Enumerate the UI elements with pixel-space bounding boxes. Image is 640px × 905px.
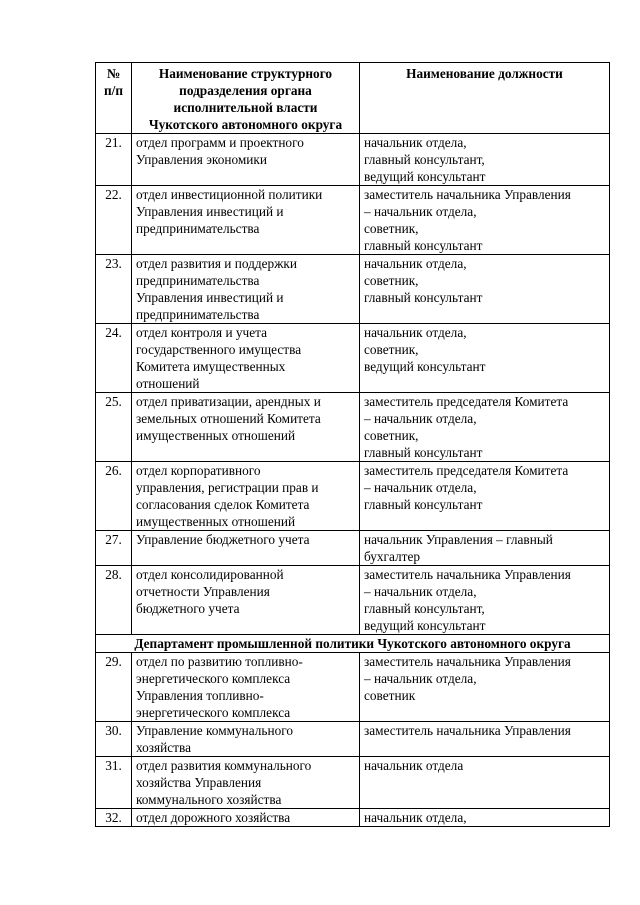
position-line: – начальник отдела, [364, 584, 477, 599]
unit-name-line: имущественных отношений [136, 514, 296, 529]
position-list [360, 186, 610, 255]
position-line: заместитель начальника Управления [364, 723, 571, 738]
row-number: 28. [96, 566, 132, 635]
table-body-a [96, 134, 610, 635]
unit-name-line: отдел по развитию топливно- [136, 654, 303, 669]
position-line: ведущий консультант [364, 359, 486, 374]
table-row [96, 722, 610, 757]
unit-name-line: согласования сделок Комитета [136, 497, 310, 512]
position-list [360, 255, 610, 324]
header-row [96, 63, 610, 134]
unit-name-line: отдел дорожного хозяйства [136, 810, 291, 825]
unit-name-line: коммунального хозяйства [136, 792, 282, 807]
unit-name-line: управления, регистрации прав и [136, 480, 319, 495]
unit-name-line: Управление коммунального [136, 723, 294, 738]
position-line: советник, [364, 221, 419, 236]
row-number: 22. [96, 186, 132, 255]
unit-name [132, 255, 360, 324]
row-number: 23. [96, 255, 132, 324]
table-body-b [96, 653, 610, 827]
positions-table [95, 62, 610, 827]
header-num [96, 63, 132, 134]
unit-name-line: отдел развития коммунального [136, 758, 312, 773]
section-heading: Департамент промышленной политики Чукотского автономного округа [96, 635, 610, 653]
position-line: заместитель начальника Управления [364, 187, 571, 202]
header-unit-line: подразделения органа [179, 83, 312, 98]
header-position-line: Наименование должности [406, 66, 563, 81]
unit-name [132, 324, 360, 393]
position-list [360, 531, 610, 566]
header-num-line: п/п [103, 83, 124, 98]
unit-name [132, 722, 360, 757]
position-line: советник, [364, 273, 419, 288]
unit-name-line: отдел контроля и учета [136, 325, 268, 340]
unit-name-line: предпринимательства [136, 221, 260, 236]
unit-name-line: хозяйства Управления [136, 775, 262, 790]
position-line: главный консультант [364, 238, 483, 253]
row-number: 31. [96, 757, 132, 809]
position-line: ведущий консультант [364, 618, 486, 633]
unit-name-line: Управления инвестиций и [136, 204, 284, 219]
table-row [96, 186, 610, 255]
unit-name-line: отдел программ и проектного [136, 135, 304, 150]
position-line: начальник отдела, [364, 810, 467, 825]
row-number: 21. [96, 134, 132, 186]
table-row [96, 324, 610, 393]
unit-name-line: отдел консолидированной [136, 567, 284, 582]
table-row [96, 462, 610, 531]
position-list [360, 653, 610, 722]
unit-name-line: предпринимательства [136, 273, 260, 288]
unit-name-line: государственного имущества [136, 342, 302, 357]
position-line: заместитель председателя Комитета [364, 463, 569, 478]
position-line: главный консультант [364, 497, 483, 512]
table-row [96, 255, 610, 324]
unit-name-line: предпринимательства [136, 307, 260, 322]
unit-name-line: энергетического комплекса [136, 671, 291, 686]
unit-name [132, 393, 360, 462]
position-line: главный консультант [364, 445, 483, 460]
row-number: 27. [96, 531, 132, 566]
row-number: 32. [96, 809, 132, 827]
unit-name-line: Комитета имущественных [136, 359, 286, 374]
table-row [96, 757, 610, 809]
position-line: заместитель начальника Управления [364, 567, 571, 582]
unit-name-line: имущественных отношений [136, 428, 296, 443]
position-line: главный консультант [364, 290, 483, 305]
unit-name-line: отчетности Управления [136, 584, 270, 599]
position-list [360, 809, 610, 827]
row-number: 26. [96, 462, 132, 531]
position-list [360, 566, 610, 635]
position-line: главный консультант, [364, 601, 485, 616]
position-line: советник, [364, 342, 419, 357]
position-line: заместитель начальника Управления [364, 654, 571, 669]
table-row [96, 566, 610, 635]
position-line: заместитель председателя Комитета [364, 394, 569, 409]
position-line: начальник отдела, [364, 256, 467, 271]
unit-name-line: отдел корпоративного [136, 463, 261, 478]
unit-name-line: отдел приватизации, арендных и [136, 394, 321, 409]
position-line: начальник отдела [364, 758, 464, 773]
position-list [360, 393, 610, 462]
position-list [360, 722, 610, 757]
position-line: – начальник отдела, [364, 204, 477, 219]
row-number: 25. [96, 393, 132, 462]
position-list [360, 757, 610, 809]
position-list [360, 324, 610, 393]
unit-name-line: Управление бюджетного учета [136, 532, 310, 547]
unit-name-line: отношений [136, 376, 200, 391]
position-line: бухгалтер [364, 549, 421, 564]
unit-name-line: энергетического комплекса [136, 705, 291, 720]
position-line: начальник отдела, [364, 325, 467, 340]
position-line: – начальник отдела, [364, 411, 477, 426]
header-unit-line: Наименование структурного [158, 66, 333, 81]
unit-name [132, 757, 360, 809]
row-number: 24. [96, 324, 132, 393]
unit-name [132, 809, 360, 827]
header-unit [132, 63, 360, 134]
position-line: – начальник отдела, [364, 671, 477, 686]
row-number: 30. [96, 722, 132, 757]
unit-name-line: отдел инвестиционной политики [136, 187, 323, 202]
unit-name [132, 186, 360, 255]
position-line: начальник отдела, [364, 135, 467, 150]
unit-name-line: Управления инвестиций и [136, 290, 284, 305]
unit-name [132, 531, 360, 566]
position-line: – начальник отдела, [364, 480, 477, 495]
section-row [96, 635, 610, 653]
unit-name [132, 462, 360, 531]
table-row [96, 134, 610, 186]
table-row [96, 809, 610, 827]
position-line: советник, [364, 428, 419, 443]
table-row [96, 531, 610, 566]
position-list [360, 134, 610, 186]
unit-name [132, 653, 360, 722]
unit-name [132, 566, 360, 635]
header-position [360, 63, 610, 134]
unit-name-line: Управления топливно- [136, 688, 264, 703]
position-list [360, 462, 610, 531]
unit-name-line: земельных отношений Комитета [136, 411, 321, 426]
position-line: начальник Управления – главный [364, 532, 553, 547]
position-line: главный консультант, [364, 152, 485, 167]
header-unit-line: Чукотского автономного округа [148, 117, 343, 132]
unit-name-line: Управления экономики [136, 152, 267, 167]
unit-name-line: отдел развития и поддержки [136, 256, 297, 271]
section-body [96, 635, 610, 653]
table-row [96, 393, 610, 462]
unit-name-line: хозяйства [136, 740, 191, 755]
header-num-line: № [106, 66, 121, 81]
unit-name [132, 134, 360, 186]
header-unit-line: исполнительной власти [173, 100, 318, 115]
unit-name-line: бюджетного учета [136, 601, 240, 616]
row-number: 29. [96, 653, 132, 722]
position-line: советник [364, 688, 416, 703]
position-line: ведущий консультант [364, 169, 486, 184]
table-row [96, 653, 610, 722]
